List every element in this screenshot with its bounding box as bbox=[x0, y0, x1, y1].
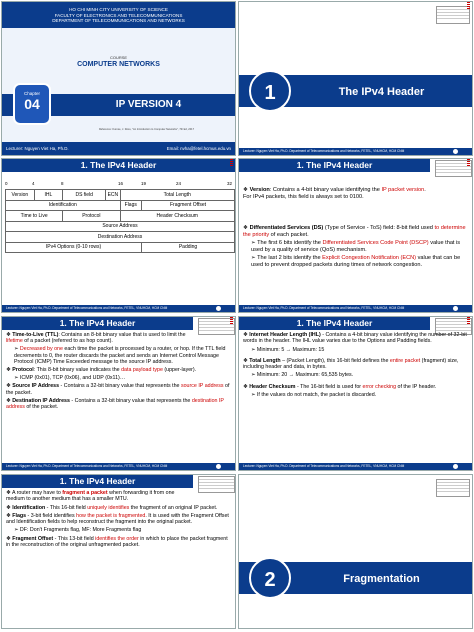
section-title: The IPv4 Header bbox=[338, 86, 425, 98]
text: - 3-bit field identifies bbox=[26, 512, 77, 519]
chapter-badge bbox=[13, 83, 51, 125]
highlight: data payload type bbox=[121, 367, 163, 374]
header-thumbnail bbox=[436, 6, 470, 24]
bullet-ds: ❖ Differentiated Services (DS) (Type of Service - ToS) field: 8-bit field used to determine the priority of each packet. bbox=[243, 225, 466, 238]
header-row bbox=[6, 242, 235, 253]
slide-ihl-length bbox=[238, 316, 473, 471]
text: The first 6 bits identify the bbox=[257, 240, 323, 247]
term: Destination IP Address bbox=[12, 397, 70, 404]
text: of the IP header. bbox=[396, 383, 437, 390]
field-identification: Identification bbox=[6, 200, 121, 211]
term: Identification bbox=[12, 504, 46, 511]
term: Time-to-Live (TTL) bbox=[12, 332, 59, 338]
slide-body bbox=[243, 187, 432, 202]
ipv4-header-table bbox=[5, 189, 235, 253]
edge-marks bbox=[467, 2, 470, 9]
text: - The 16-bit field is used for bbox=[295, 383, 363, 390]
page-dot bbox=[453, 149, 458, 154]
field-source-address: Source Address bbox=[6, 221, 235, 232]
text: . For IPv4 packets, this field is always set to 0100. bbox=[243, 187, 426, 200]
field-ecn: ECN bbox=[106, 190, 120, 201]
highlight: entire packet bbox=[389, 357, 421, 364]
text: A router may have to bbox=[11, 490, 63, 496]
edge-marks bbox=[467, 159, 470, 166]
sub-bullet-flags: ➢ DF: Don't Fragments flag, MF: More Fragments flag bbox=[14, 527, 142, 534]
text: - Contains a 32-bit binary value that represents the bbox=[69, 397, 192, 404]
term: Internet Header Length (IHL) bbox=[249, 332, 321, 338]
text: – (Packet Length), this 16-bit field defines the bbox=[280, 357, 390, 364]
highlight: to determine the priority bbox=[243, 225, 466, 238]
chapter-number: 04 bbox=[24, 96, 40, 112]
text: each time the packet is processed by a router, or hop. If the TTL field decrements to 0, the router discards the packet and sends an Internet Control Message Protocol (ICMP) Time Exceeded message to the source IP address. bbox=[14, 346, 226, 365]
slide-version-ds bbox=[238, 158, 473, 313]
bullet-ihl: ❖ Internet Header Length (IHL) - Contains a 4-bit binary value identifying the number of 32-bit words in the header. The IHL value varies due to the Options and Padding fields. bbox=[243, 332, 467, 345]
edge-marks bbox=[230, 317, 233, 324]
intro-text: ❖ A router may have to fragment a packet when forwarding it from one medium to another medium that has a smaller MTU. bbox=[6, 490, 175, 503]
sub-bullet-ihl: ➢ Minimum: 5 → Maximum: 15 bbox=[251, 346, 325, 353]
sub-bullet-protocol: ➢ ICMP (0x01), TCP (0x06), and UDP (0x11)… bbox=[14, 375, 126, 382]
bit-label: 32 bbox=[227, 181, 233, 186]
slide-section-2 bbox=[238, 474, 473, 629]
slide-heading: 1. The IPv4 Header bbox=[2, 317, 193, 330]
field-ihl: IHL bbox=[34, 190, 63, 201]
slide-footer: Lecturer: Nguyen Viet Ha, Ph.D. Department of Telecommunications and Networks, FETEL, VNUHCM, HCM CNM bbox=[239, 463, 472, 470]
slide-footer: Lecturer: Nguyen Viet Ha, Ph.D. Department of Telecommunications and Networks, FETEL, VNUHCM, HCM CNM bbox=[2, 463, 235, 470]
highlight: identifies the order bbox=[95, 535, 139, 542]
header-row bbox=[6, 200, 235, 211]
term: Fragment Offset bbox=[12, 535, 54, 542]
bullet-version: ❖ Version: Contains a 4-bit binary value identifying the IP packet version. For IPv4 packets, this field is always set to 0100. bbox=[243, 187, 426, 200]
text: the fragment of an original IP packet. bbox=[129, 504, 218, 511]
text: (Type of Service - ToS) field: 8-bit field used bbox=[323, 225, 435, 231]
slide-title bbox=[1, 1, 236, 156]
slide-body bbox=[243, 332, 468, 400]
lecturer-name: Lecturer: Nguyen Viet Ha, Ph.D. bbox=[6, 146, 69, 151]
univ-name: HO CHI MINH CITY UNIVERSITY OF SCIENCE bbox=[69, 7, 168, 12]
header-row bbox=[6, 221, 235, 232]
slide-heading: 1. The IPv4 Header bbox=[239, 159, 430, 172]
text: . It is used with the Fragment Offset and Identification fields to help reconstruct the fragment into the original packet. bbox=[6, 512, 229, 526]
text: of a packet (referred to as hop count). bbox=[22, 338, 113, 345]
highlight: IP packet version bbox=[381, 187, 425, 193]
field-ds: DS field bbox=[63, 190, 106, 201]
highlight: how the packet is fragmented bbox=[76, 512, 146, 519]
highlight: destination IP address bbox=[6, 397, 224, 411]
slide-footer: Lecturer: Nguyen Viet Ha, Ph.D. Department of Telecommunications and Networks, FETEL, VNUHCM, HCM CNM bbox=[2, 305, 235, 312]
text: Minimum: 20 → Maximum: 65,535 bytes. bbox=[256, 372, 354, 379]
field-fragment-offset: Fragment Offset bbox=[142, 200, 235, 211]
faculty-name: FACULTY OF ELECTRONICS AND TELECOMMUNICATIONS bbox=[54, 12, 183, 18]
text: Minimum: 5 → Maximum: 15 bbox=[256, 346, 325, 353]
field-flags: Flags bbox=[120, 200, 142, 211]
bit-scale bbox=[5, 181, 235, 187]
term: Flags bbox=[12, 512, 27, 519]
highlight: Explicit Congestion Notification (ECN) bbox=[322, 255, 417, 262]
term: Source IP Address bbox=[12, 383, 60, 390]
text: value that is used by a quality of service (QoS) mechanism. bbox=[251, 240, 461, 253]
text: - This 16-bit field bbox=[45, 504, 88, 511]
slide-body bbox=[6, 490, 231, 550]
course-label: COURSE bbox=[109, 55, 128, 60]
text: : Contains a 4-bit binary value identifying the bbox=[269, 187, 382, 193]
slide-body-2 bbox=[243, 225, 468, 271]
slide-heading: 1. The IPv4 Header bbox=[2, 159, 235, 172]
slide-heading: 1. The IPv4 Header bbox=[2, 475, 193, 488]
term: Total Length bbox=[249, 357, 281, 364]
slide-header-diagram bbox=[1, 158, 236, 313]
header-thumbnail bbox=[436, 479, 470, 497]
page-dot bbox=[216, 464, 221, 469]
field-total-length: Total Length bbox=[120, 190, 235, 201]
text: (upper-layer). bbox=[162, 367, 197, 374]
slide-body bbox=[6, 332, 231, 412]
text: : Contains an 8-bit binary value that is used to limit the bbox=[58, 332, 186, 338]
highlight: uniquely identifies bbox=[87, 504, 130, 511]
edge-marks bbox=[467, 317, 470, 324]
highlight: error checking bbox=[362, 383, 397, 390]
lecture-title: IP VERSION 4 bbox=[115, 99, 182, 110]
text: DF: Don't Fragments flag, MF: More Fragments flag bbox=[19, 527, 142, 534]
sub-bullet-checksum: ➢ If the values do not match, the packet is discarded. bbox=[251, 392, 377, 399]
text: of the packet. bbox=[24, 404, 59, 411]
text: - This 13-bit field bbox=[53, 535, 96, 542]
bullet-flags: ❖ Flags - 3-bit field identifies how the packet is fragmented. It is used with the Fragment Offset and Identification fields to help reconstruct the fragment into the original packet. bbox=[6, 512, 229, 526]
field-destination-address: Destination Address bbox=[6, 232, 235, 243]
field-header-checksum: Header Checksum bbox=[120, 211, 235, 222]
sub-bullet-ecn: ➢ The last 2 bits identify the Explicit Congestion Notification (ECN) value that can be used to prevent dropped packets during times of network congestion. bbox=[251, 255, 461, 268]
page-dot bbox=[216, 306, 221, 311]
text: ICMP (0x01), TCP (0x06), and UDP (0x11)… bbox=[19, 375, 126, 382]
term: Version bbox=[249, 187, 270, 193]
slide-ttl-protocol bbox=[1, 316, 236, 471]
bullet-source-ip: ❖ Source IP Address - Contains a 32-bit binary value that represents the source IP address of the packet. bbox=[6, 383, 230, 396]
sub-bullet-total-length: ➢ Minimum: 20 → Maximum: 65,535 bytes. bbox=[251, 372, 354, 379]
page-dot bbox=[453, 306, 458, 311]
bullet-total-length: ❖ Total Length – (Packet Length), this 16-bit field defines the entire packet (fragment) size, including header and data, in bytes. bbox=[243, 357, 459, 371]
section-number-circle: 1 bbox=[249, 70, 291, 112]
bullet-ttl: ❖ Time-to-Live (TTL): Contains an 8-bit binary value that is used to limit the lifetime of a packet (referred to as hop count). bbox=[6, 332, 186, 345]
field-ttl: Time to Live bbox=[6, 211, 63, 222]
bullet-header-checksum: ❖ Header Checksum - The 16-bit field is used for error checking of the IP header. bbox=[243, 383, 437, 390]
course-name: COMPUTER NETWORKS bbox=[77, 61, 160, 68]
section-number-circle: 2 bbox=[249, 557, 291, 599]
department-name: DEPARTMENT OF TELECOMMUNICATIONS AND NETWORKS bbox=[52, 18, 185, 23]
bit-label: 8 bbox=[61, 181, 64, 186]
header-row bbox=[6, 232, 235, 243]
highlight: lifetime bbox=[6, 338, 23, 345]
edge-marks bbox=[230, 159, 233, 166]
highlight: Differentiated Services Code Point (DSCP) bbox=[322, 240, 429, 247]
bit-label: 0 bbox=[5, 181, 8, 186]
univ-banner bbox=[2, 2, 235, 28]
bit-label: 24 bbox=[176, 181, 182, 186]
text: The last 2 bits identify the bbox=[257, 255, 323, 262]
highlight: Decreased by one bbox=[19, 346, 63, 353]
text: - Contains a 4-bit binary value identifying the number of 32-bit words in the header. The IHL value varies due to the Options and Padding fields. bbox=[243, 332, 467, 345]
highlight: fragment a packet bbox=[62, 490, 108, 496]
reference-text: Reference: Kurose, J. Ross, "An Introduction to Computer Networks", 7th Ed, 2017 bbox=[98, 128, 195, 131]
text: - Contains a 32-bit binary value that represents the bbox=[59, 383, 181, 390]
text: in which to place the packet fragment in the reconstruction of the original unfragmented packet. bbox=[6, 535, 228, 549]
bit-label: 19 bbox=[141, 181, 147, 186]
text: (fragment) size, including header and data, in bytes. bbox=[243, 357, 459, 371]
text: : This 8-bit binary value indicates the bbox=[33, 367, 122, 374]
slide-fragment-fields bbox=[1, 474, 236, 629]
sub-bullet-dscp: ➢ The first 6 bits identify the Differentiated Services Code Point (DSCP) value that is used by a quality of service (QoS) mechanism. bbox=[251, 240, 461, 253]
header-row bbox=[6, 190, 235, 201]
text: of each packet. bbox=[269, 231, 309, 238]
section-title: Fragmentation bbox=[343, 573, 420, 585]
slide-section-1 bbox=[238, 1, 473, 156]
bullet-fragment-offset: ❖ Fragment Offset - This 13-bit field identifies the order in which to place the packet fragment in the reconstruction of the original unfragmented packet. bbox=[6, 535, 228, 549]
bit-label: 16 bbox=[118, 181, 124, 186]
chapter-label: Chapter bbox=[23, 91, 40, 96]
slide-footer: Lecturer: Nguyen Viet Ha, Ph.D. Department of Telecommunications and Networks, FETEL, VNUHCM, HCM CNM bbox=[239, 305, 472, 312]
bullet-destination-ip: ❖ Destination IP Address - Contains a 32-bit binary value that represents the destination IP address of the packet. bbox=[6, 397, 224, 411]
text: of the packet. bbox=[6, 383, 230, 396]
slide-footer: Lecturer: Nguyen Viet Ha, Ph.D. Department of Telecommunications and Networks, FETEL, VNUHCM, HCM CNM bbox=[239, 148, 472, 155]
field-padding: Padding bbox=[142, 242, 235, 253]
slide-heading: 1. The IPv4 Header bbox=[239, 317, 430, 330]
field-options: IPv4 Options (0-10 rows) bbox=[6, 242, 142, 253]
lecturer-bar bbox=[2, 142, 235, 155]
bit-label: 4 bbox=[32, 181, 35, 186]
bullet-identification: ❖ Identification - This 16-bit field uniquely identifies the fragment of an original IP packet. bbox=[6, 504, 218, 511]
field-protocol: Protocol bbox=[63, 211, 120, 222]
text: when forwarding it from one medium to another medium that has a smaller MTU. bbox=[6, 490, 175, 503]
sub-bullet-ttl: ➢ Decreased by one each time the packet is processed by a router, or hop. If the TTL field decrements to 0, the router discards the packet and sends an Internet Control Message Protocol (ICMP) Time Exceeded message to the source IP address. bbox=[14, 346, 226, 365]
highlight: source IP address bbox=[180, 383, 224, 390]
text: value that can be used to prevent dropped packets during times of network congestion. bbox=[251, 255, 461, 268]
field-version: Version bbox=[6, 190, 35, 201]
bullet-protocol: ❖ Protocol: This 8-bit binary value indicates the data payload type (upper-layer). bbox=[6, 367, 197, 374]
page-dot bbox=[453, 464, 458, 469]
term: Header Checksum bbox=[249, 383, 296, 390]
lecturer-email: Email: nvha@fetel.hcmus.edu.vn bbox=[166, 146, 231, 151]
term: Protocol bbox=[12, 367, 34, 374]
term: Differentiated Services (DS) bbox=[249, 225, 324, 231]
header-row bbox=[6, 211, 235, 222]
text: If the values do not match, the packet is discarded. bbox=[256, 392, 377, 399]
